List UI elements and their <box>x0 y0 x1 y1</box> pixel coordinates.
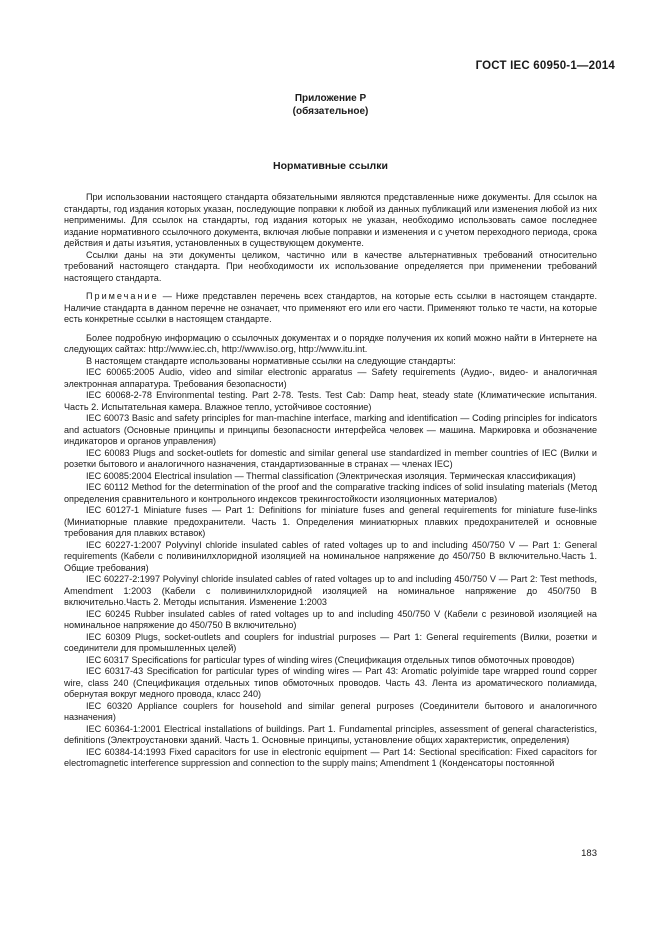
annex-heading <box>0 92 661 118</box>
reference-item: IEC 60085:2004 Electrical insulation — Thermal classification (Электрическая изоляция. Термическая классификация) <box>86 470 576 481</box>
reference-item: IEC 60065:2005 Audio, video and similar electronic apparatus — Safety requirements (Аудио-, видео- и аналогичная электронная аппаратура. Требования безопасности) <box>64 367 597 389</box>
standard-code-header: ГОСТ IEC 60950-1—2014 <box>475 60 615 72</box>
reference-item: IEC 60112 Method for the determination of the proof and the comparative tracking indices of solid insulating materials (Метод определения сравнительного и контрольного индексов трекингостойкости изоляционных материалов) <box>64 482 597 504</box>
section-title: Нормативные ссылки <box>273 160 388 172</box>
note-text: — Ниже представлен перечень всех стандартов, на которые есть ссылки в настоящем стандарте. Наличие стандарта в данном перечне не означает, что применяют его или его части. Применяют только те части, на которые есть конкретные ссылки в настоящем стандарте. <box>64 291 597 324</box>
annex-title: Приложение Р <box>294 93 367 104</box>
annex-subtitle: (обязательное) <box>292 106 369 117</box>
reference-item: IEC 60320 Appliance couplers for household and similar general purposes (Соединители бытового и аналогичного назначения) <box>64 700 597 722</box>
reference-item: IEC 60317-43 Specification for particular types of winding wires — Part 43: Aromatic polyimide tape wrapped round copper wire, class 240 (Спецификация отдельных типов обмоточных проводов. Часть 43. Лента из ароматического полиамида, обернутая вокруг медного провода, класс 240) <box>64 666 597 699</box>
reference-item: IEC 60083 Plugs and socket-outlets for domestic and similar general use standardized in member countries of IEC (Вилки и розетки бытового и аналогичного назначения, стандартизованные в странах — членах IEC) <box>64 447 597 469</box>
document-body <box>64 192 597 770</box>
note-paragraph <box>64 291 597 326</box>
reference-item: IEC 60073 Basic and safety principles for man-machine interface, marking and identification — Coding principles for indicators and actuators (Основные принципы и принципы безопасности интерфейса человек — машина. Маркировка и обозначение индикаторов и органов управления) <box>64 413 597 446</box>
page-number: 183 <box>581 848 597 859</box>
intro-paragraph: В настоящем стандарте использованы нормативные ссылки на следующие стандарты: <box>86 355 456 366</box>
reference-item: IEC 60384-14:1993 Fixed capacitors for use in electronic equipment — Part 14: Sectional specification: Fixed capacitors for electromagnetic interference suppression and connection to the supply mains; Amendment 1 (Конденсаторы постоянной <box>64 746 597 768</box>
paragraph: При использовании настоящего стандарта обязательными являются представленные ниже документы. Для ссылок на стандарты, год издания которых указан, последующие поправки к любой из данных публикаций или изменения любой из них неприменимы. Для ссылок на стандарты, год издания которых не указан, необходимо использовать самое последнее издание нормативного ссылочного документа, включая любые поправки и изменения и с учетом переходного периода, срока действия и даты изъятия, установленных в существующем документе. <box>64 192 597 248</box>
reference-item: IEC 60245 Rubber insulated cables of rated voltages up to and including 450/750 V (Кабели с резиновой изоляцией на номинальное напряжение до 450/750 В включительно) <box>64 608 597 630</box>
note-label: Примечание <box>86 291 159 301</box>
reference-item: IEC 60127-1 Miniature fuses — Part 1: Definitions for miniature fuses and general requirements for miniature fuse-links (Миниатюрные плавкие предохранители. Часть 1. Определения миниатюрных плавких предохранителей и основные требования для плавких вставок) <box>64 505 597 538</box>
reference-item: IEC 60309 Plugs, socket-outlets and couplers for industrial purposes — Part 1: General requirements (Вилки, розетки и соединители для промышленных целей) <box>64 631 597 653</box>
paragraph: Ссылки даны на эти документы целиком, частично или в качестве альтернативных требований относительно требований настоящего стандарта. При необходимости их использование определяется при применении требований настоящего стандарта. <box>64 249 597 283</box>
reference-item: IEC 60317 Specifications for particular types of winding wires (Спецификация отдельных типов обмоточных проводов) <box>86 654 575 665</box>
reference-item: IEC 60227-1:2007 Polyvinyl chloride insulated cables of rated voltages up to and including 450/750 V — Part 1: General requirements (Кабели с поливинилхлоридной изоляцией на номинальное напряжение до 450/750 В включительно.Часть 1. Общие требования) <box>64 539 597 573</box>
reference-item: IEC 60227-2:1997 Polyvinyl chloride insulated cables of rated voltages up to and including 450/750 V — Part 2: Test methods, Amendment 1:2003 (Кабели с поливинилхлоридной изоляцией на номинальное напряжение до 450/750 В включительно.Часть 2. Методы испытания. Изменение 1:2003 <box>64 574 597 607</box>
reference-item: IEC 60068-2-78 Environmental testing. Part 2-78. Tests. Test Cab: Damp heat, steady state (Климатические испытания. Часть 2. Испытательная камера. Влажное тепло, устойчивое состояние) <box>64 390 597 412</box>
reference-item: IEC 60364-1:2001 Electrical installations of buildings. Part 1. Fundamental principles, assessment of general characteristics, definitions (Электроустановки зданий. Часть 1. Основные принципы, установление общих характеристик, определения) <box>64 723 597 745</box>
more-info-paragraph: Более подробную информацию о ссылочных документах и о порядке получения их копий можно найти в Интернете на следующих сайтах: http://www.iec.ch, http://www.iso.org, http://www.itu.int. <box>64 332 597 354</box>
